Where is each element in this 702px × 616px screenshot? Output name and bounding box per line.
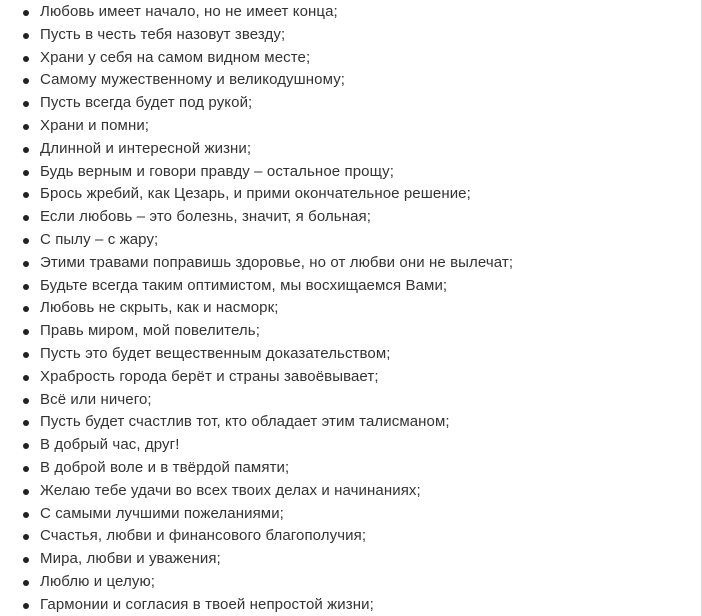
list-item [0, 366, 690, 389]
bullet-icon [23, 489, 29, 495]
list-item-text: Люблю и целую; [40, 572, 156, 590]
list-item [0, 411, 690, 434]
list-item-text: Храбрость города берёт и страны завоёвывает; [40, 367, 379, 385]
bullet-icon [23, 398, 29, 404]
bullet-icon [23, 78, 29, 84]
list-item [0, 480, 690, 503]
list-item-text: Пусть в честь тебя назовут звезду; [40, 25, 286, 43]
list-item [0, 571, 690, 594]
list-item-text: Будьте всегда таким оптимистом, мы восхищаемся Вами; [40, 276, 448, 294]
list-item-text: Пусть всегда будет под рукой; [40, 94, 253, 112]
list-item [0, 297, 690, 320]
list-item [0, 594, 690, 616]
list-item-text: Храни у себя на самом видном месте; [40, 48, 311, 66]
list-item [0, 434, 690, 457]
list-item-text: В доброй воле и в твёрдой памяти; [40, 458, 290, 476]
bullet-icon [23, 512, 29, 518]
bullet-icon [23, 352, 29, 358]
list-item [0, 161, 690, 184]
bullet-icon [23, 420, 29, 426]
list-item-text: Длинной и интересной жизни; [40, 139, 252, 157]
list-item [0, 69, 690, 92]
bullet-icon [23, 215, 29, 221]
bullet-icon [23, 147, 29, 153]
list-item [0, 548, 690, 571]
bullet-icon [23, 557, 29, 563]
quote-list [0, 1, 690, 616]
list-item-text: Пусть это будет вещественным доказательством; [40, 344, 391, 362]
bullet-icon [23, 534, 29, 540]
list-item-text: Счастья, любви и финансового благополучия; [40, 527, 367, 545]
list-item [0, 389, 690, 412]
list-item-text: Если любовь – это болезнь, значит, я больная; [40, 208, 372, 226]
bullet-icon [23, 101, 29, 107]
bullet-icon [23, 306, 29, 312]
list-item-text: Этими травами поправишь здоровье, но от любви они не вылечат; [40, 253, 514, 271]
bullet-icon [23, 10, 29, 16]
list-item [0, 320, 690, 343]
bullet-icon [23, 375, 29, 381]
list-item [0, 115, 690, 138]
list-item-text: В добрый час, друг! [40, 436, 180, 454]
list-item-text: Будь верным и говори правду – остальное прощу; [40, 162, 395, 180]
list-item [0, 275, 690, 298]
list-item-text: Гармонии и согласия в твоей непростой жизни; [40, 595, 374, 613]
bullet-icon [23, 56, 29, 62]
bullet-icon [23, 170, 29, 176]
list-item-text: Брось жребий, как Цезарь, и прими окончательное решение; [40, 185, 471, 203]
list-item-text: Мира, любви и уважения; [40, 550, 221, 568]
bullet-icon [23, 443, 29, 449]
bullet-icon [23, 580, 29, 586]
list-item-text: Любовь не скрыть, как и насморк; [40, 299, 279, 317]
bullet-icon [23, 238, 29, 244]
bullet-icon [23, 329, 29, 335]
list-item [0, 252, 690, 275]
list-item [0, 92, 690, 115]
list-item-text: С самыми лучшими пожеланиями; [40, 504, 284, 522]
list-item [0, 457, 690, 480]
bullet-icon [23, 33, 29, 39]
bullet-icon [23, 284, 29, 290]
list-item [0, 503, 690, 526]
list-item-text: Пусть будет счастлив тот, кто обладает этим талисманом; [40, 413, 450, 431]
bullet-icon [23, 466, 29, 472]
list-item [0, 47, 690, 70]
list-item [0, 343, 690, 366]
list-item [0, 206, 690, 229]
list-item-text: Всё или ничего; [40, 390, 152, 408]
list-item [0, 229, 690, 252]
bullet-icon [23, 124, 29, 130]
bullet-icon [23, 261, 29, 267]
list-item [0, 138, 690, 161]
list-item-text: Самому мужественному и великодушному; [40, 71, 346, 89]
list-item [0, 183, 690, 206]
list-item-text: Желаю тебе удачи во всех твоих делах и начинаниях; [40, 481, 421, 499]
bullet-icon [23, 192, 29, 198]
list-item [0, 24, 690, 47]
bullet-icon [23, 603, 29, 609]
list-item-text: Любовь имеет начало, но не имеет конца; [40, 3, 338, 20]
list-item [0, 1, 690, 24]
list-item [0, 525, 690, 548]
list-item-text: Храни и помни; [40, 116, 150, 134]
list-item-text: Правь миром, мой повелитель; [40, 322, 260, 340]
list-item-text: С пылу – с жару; [40, 230, 159, 248]
